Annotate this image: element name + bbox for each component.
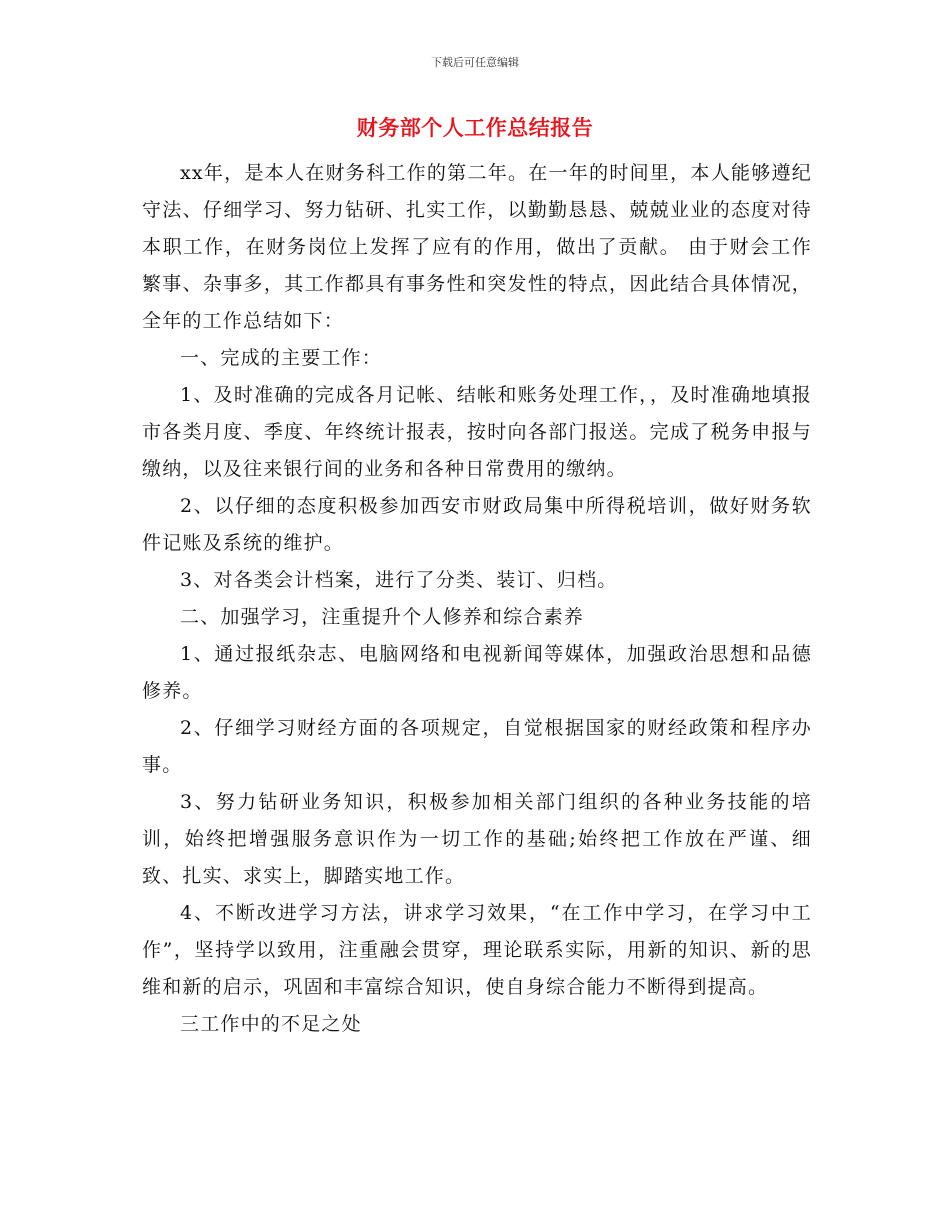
section-heading-1: 一、完成的主要工作： (180, 347, 383, 369)
page-header-note: 下载后可任意编辑 (431, 56, 519, 69)
document-body (142, 155, 812, 1043)
paragraph-item: 1、通过报纸杂志、电脑网络和电视新闻等媒体，加强政治思想和品德修养。 (142, 643, 812, 702)
section-heading-2: 二、加强学习，注重提升个人修养和综合素养 (180, 606, 585, 628)
paragraph-item: 3、努力钻研业务知识，积极参加相关部门组织的各种业务技能的培训，始终把增强服务意识作为一切工作的基础;始终把工作放在严谨、细致、扎实、求实上，脚踏实地工作。 (142, 791, 812, 887)
paragraph-item: 1、及时准确的完成各月记帐、结帐和账务处理工作，，及时准确地填报市各类月度、季度、年终统计报表，按时向各部门报送。完成了税务申报与缴纳，以及往来银行间的业务和各种日常费用的缴纳。 (142, 384, 812, 480)
paragraph-item: 2、仔细学习财经方面的各项规定，自觉根据国家的财经政策和程序办事。 (142, 717, 812, 776)
section-heading-3: 三工作中的不足之处 (180, 1013, 362, 1035)
paragraph-item: 2、以仔细的态度积极参加西安市财政局集中所得税培训，做好财务软件记账及系统的维护。 (142, 495, 812, 554)
paragraph-item: 4、不断改进学习方法，讲求学习效果，“在工作中学习，在学习中工作”，坚持学以致用，注重融会贯穿，理论联系实际，用新的知识、新的思维和新的启示，巩固和丰富综合知识，使自身综合能力不断得到提高。 (142, 902, 812, 998)
document-title: 财务部个人工作总结报告 (356, 116, 594, 140)
paragraph-item: 3、对各类会计档案，进行了分类、装订、归档。 (180, 569, 618, 591)
paragraph-intro: xx年，是本人在财务科工作的第二年。在一年的时间里，本人能够遵纪守法、仔细学习、努力钻研、扎实工作，以勤勤恳恳、兢兢业业的态度对待本职工作，在财务岗位上发挥了应有的作用，做出了贡献。 由于财会工作繁事、杂事多，其工作都具有事务性和突发性的特点，因此结合具体情况，全年的工作总结如下： (142, 162, 812, 332)
